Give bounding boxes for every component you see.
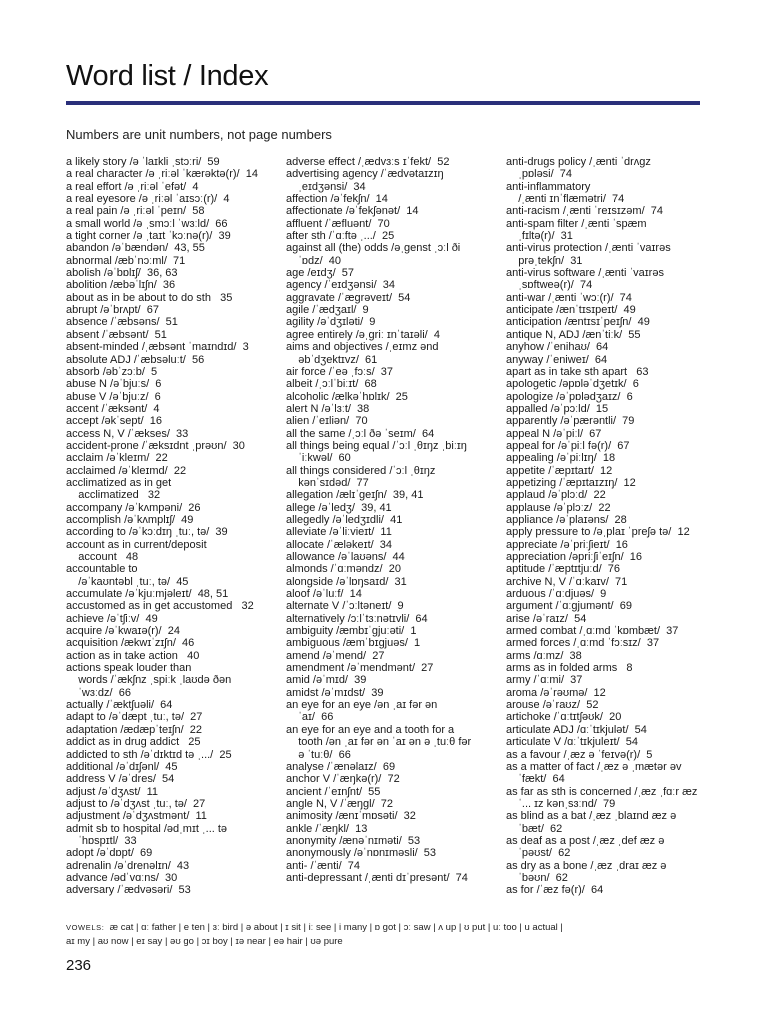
index-entry: apply pressure to /əˌplaɪ ˈpreʃə tə/ 12	[506, 526, 690, 539]
index-entry: adopt /əˈdɒpt/ 69	[66, 847, 153, 860]
index-entry: antique N, ADJ /ænˈtiːk/ 55	[506, 328, 641, 341]
vowel-key-text-1: æ cat | ɑː father | e ten | ɜː bird | ə about | ɪ sit | iː see | i many | ɒ got | ɔː saw | ʌ up | ʊ put | uː too | u actual |	[109, 922, 563, 933]
index-entry: artichoke /ˈɑːtɪtʃəʊk/ 20	[506, 711, 622, 724]
index-entry: apologize /əˈpɒlədʒaɪz/ 6	[506, 390, 633, 403]
vowel-key-line-2	[66, 935, 726, 949]
index-entry: adaptation /ædæpˈteɪʃn/ 22	[66, 723, 203, 736]
index-entry: animosity /ænɪˈmɒsəti/ 32	[286, 810, 416, 823]
index-entry: appetizing /ˈæpɪtaɪzɪŋ/ 12	[506, 476, 636, 489]
index-entry: all things considered /ˈɔːl ˌθɪŋz	[286, 464, 436, 477]
vowel-key-text-2: aɪ my | aʊ now | eɪ say | əʊ go | ɔɪ boy | ɪə near | eə hair | ʊə pure	[66, 936, 343, 947]
index-entry: accomplish /əˈkʌmplɪʃ/ 49	[66, 513, 194, 526]
index-entry: affection /əˈfekʃn/ 14	[286, 193, 388, 206]
index-entry: allege /əˈledʒ/ 39, 41	[286, 501, 392, 514]
index-entry: ˈwɜːdz/ 66	[66, 686, 131, 699]
index-entry: appeal N /əˈpiːl/ 67	[506, 427, 602, 440]
index-entry: abnormal /æbˈnɔːml/ 71	[66, 254, 186, 267]
index-entry: archive N, V /ˈɑːkaɪv/ 71	[506, 575, 628, 588]
index-entry: ˌfɪltə(r)/ 31	[506, 230, 573, 243]
index-entry: access N, V /ˈækses/ 33	[66, 427, 189, 440]
index-entry: anti-drugs policy /ˌænti ˈdrʌgz	[506, 156, 651, 168]
vowel-key-line-1	[66, 921, 726, 935]
index-entry: adrenalin /əˈdrenəlɪn/ 43	[66, 859, 190, 872]
index-entry: ˈaɪ/ 66	[286, 711, 334, 724]
index-entry: articulate ADJ /ɑːˈtɪkjulət/ 54	[506, 723, 647, 736]
index-entry: apart as in take sth apart 63	[506, 365, 649, 378]
index-entry: accept /əkˈsept/ 16	[66, 415, 162, 428]
index-entry: articulate V /ɑːˈtɪkjuleɪt/ 54	[506, 736, 638, 749]
index-entry: adverse effect /ˌædvɜːs ɪˈfekt/ 52	[286, 156, 450, 168]
index-entry: addicted to sth /əˈdɪktɪd tə ˌ.../ 25	[66, 748, 232, 761]
index-entry: apparently /əˈpærəntli/ 79	[506, 415, 635, 428]
index-entry: adversary /ˈædvəsəri/ 53	[66, 884, 191, 897]
index-entry: an eye for an eye /ən ˌaɪ fər ən	[286, 699, 438, 712]
title-rule	[66, 101, 700, 105]
index-entry: armed combat /ˌɑːmd ˈkɒmbæt/ 37	[506, 625, 679, 638]
index-entry: aggravate /ˈægrəveɪt/ 54	[286, 291, 411, 304]
index-entry: absolute ADJ /ˈæbsəluːt/ 56	[66, 353, 205, 366]
index-entry: acclimatized as in get	[66, 476, 172, 489]
index-entry: addict as in drug addict 25	[66, 736, 201, 749]
index-entry: anti-inflammatory	[506, 180, 591, 193]
index-entry: accent /ˈæksənt/ 4	[66, 402, 160, 415]
index-entry: anti-racism /ˌænti ˈreɪsɪzəm/ 74	[506, 205, 663, 218]
index-entry: allowance /əˈlaʊəns/ 44	[286, 551, 405, 563]
index-entry: alternate V /ˈɔːltəneɪt/ 9	[286, 600, 404, 613]
index-entry: anti-depressant /ˌænti dɪˈpresənt/ 74	[286, 871, 468, 884]
index-entry: abuse N /əˈbjuːs/ 6	[66, 378, 162, 391]
index-entry: absorb /əbˈzɔːb/ 5	[66, 365, 158, 378]
index-entry: ˈbæt/ 62	[506, 822, 563, 835]
index-entry: agile /ˈædʒaɪl/ 9	[286, 304, 369, 317]
index-entry: allocate /ˈæləkeɪt/ 34	[286, 538, 393, 551]
index-entry: albeit /ˌɔːlˈbiːɪt/ 68	[286, 378, 377, 391]
vowel-key-label: VOWELS:	[66, 923, 105, 932]
index-entry: a tight corner /ə ˌtaɪt ˈkɔːnə(r)/ 39	[66, 230, 231, 243]
index-entry: prəˌtekʃn/ 31	[506, 254, 583, 267]
index-entry: after sth /ˈɑːftə ˌ.../ 25	[286, 230, 395, 243]
index-entry: tooth /ən ˌaɪ fər ən ˈaɪ ən ə ˌtuːθ fər	[286, 736, 472, 749]
index-entry: appalled /əˈpɔːld/ 15	[506, 402, 609, 415]
index-entry: ˈhɒspɪtl/ 33	[66, 834, 137, 847]
index-entry: alongside /əˈlɒŋsaɪd/ 31	[286, 575, 407, 588]
index-column-3	[506, 156, 706, 897]
index-entry: appeal for /əˈpiːl fə(r)/ 67	[506, 439, 630, 452]
index-entry: anti-virus software /ˌænti ˈvaɪrəs	[506, 267, 664, 280]
index-entry: appetite /ˈæpɪtaɪt/ 12	[506, 464, 613, 477]
index-entry: acquisition /ækwɪˈzɪʃn/ 46	[66, 637, 195, 650]
index-entry: acquire /əˈkwaɪə(r)/ 24	[66, 625, 180, 638]
index-entry: allegedly /əˈledʒɪdli/ 41	[286, 513, 403, 526]
index-entry: aims and objectives /ˌeɪmz ənd	[286, 341, 439, 354]
index-entry: aloof /əˈluːf/ 14	[286, 588, 362, 601]
index-entry: as a favour /ˌæz ə ˈfeɪvə(r)/ 5	[506, 748, 653, 761]
index-entry: acclaim /əˈkleɪm/ 22	[66, 452, 168, 465]
index-entry: argument /ˈɑːgjumənt/ 69	[506, 600, 632, 613]
index-entry: abolition /æbəˈlɪʃn/ 36	[66, 279, 176, 292]
index-entry: ambiguous /æmˈbɪgjuəs/ 1	[286, 637, 421, 650]
index-entry: ˈiːkwəl/ 60	[286, 452, 351, 465]
index-entry: alternatively /ɔːlˈtɜːnətɪvli/ 64	[286, 612, 428, 625]
index-entry: adjust /əˈdʒʌst/ 11	[66, 785, 159, 798]
index-entry: aptitude /ˈæptɪtjuːd/ 76	[506, 563, 620, 576]
index-entry: almonds /ˈɑːməndz/ 20	[286, 563, 401, 576]
index-entry: arms /ɑːmz/ 38	[506, 649, 582, 662]
index-entry: actions speak louder than	[66, 662, 192, 675]
index-entry: allegation /ælɪˈgeɪʃn/ 39, 41	[286, 489, 424, 502]
index-entry: amendment /əˈmendmənt/ 27	[286, 662, 434, 675]
index-entry: ˈpəʊst/ 62	[506, 847, 571, 860]
index-entry: as far as sth is concerned /ˌæz ˌfɑːr æz	[506, 785, 698, 798]
index-entry: actually /ˈæktʃuəli/ 64	[66, 699, 173, 712]
index-entry: account 48	[66, 551, 139, 563]
index-entry: a small world /ə ˌsmɔːl ˈwɜːld/ 66	[66, 217, 228, 230]
index-entry: armed forces /ˌɑːmd ˈfɔːsɪz/ 37	[506, 637, 660, 650]
index-entry: analyse /ˈænəlaɪz/ 69	[286, 760, 396, 773]
index-entry: army /ˈɑːmi/ 37	[506, 674, 583, 687]
index-entry: anti- /ˈænti/ 74	[286, 859, 360, 872]
index-entry: affluent /ˈæfluənt/ 70	[286, 217, 390, 230]
index-entry: appealing /əˈpiːlɪŋ/ 18	[506, 452, 616, 465]
index-entry: words /ˈækʃnz ˌspiːk ˌlaʊdə ðən	[66, 674, 232, 687]
index-entry: as deaf as a post /ˌæz ˌdef æz ə	[506, 834, 665, 847]
vowel-key	[66, 921, 726, 949]
index-column-1	[66, 156, 281, 897]
index-entry: anonymity /ænəˈnɪməti/ 53	[286, 834, 421, 847]
index-entry: anchor V /ˈæŋkə(r)/ 72	[286, 773, 400, 786]
index-entry: a likely story /ə ˈlaɪkli ˌstɔːri/ 59	[66, 156, 220, 168]
index-entry: ˈbəʊn/ 62	[506, 871, 568, 884]
index-entry: accumulate /əˈkjuːmjəleɪt/ 48, 51	[66, 588, 229, 601]
index-entry: accident-prone /ˈæksɪdnt ˌprəʊn/ 30	[66, 439, 245, 452]
index-entry: appreciation /əpriːʃiˈeɪʃn/ 16	[506, 551, 642, 563]
index-entry: about as in be about to do sth 35	[66, 291, 233, 304]
index-entry: kənˈsɪdəd/ 77	[286, 476, 369, 489]
index-entry: air force /ˈeə ˌfɔːs/ 37	[286, 365, 393, 378]
page-number: 236	[66, 957, 92, 974]
index-entry: ˌeɪdʒənsi/ 34	[286, 180, 366, 193]
index-entry: anonymously /əˈnɒnɪməsli/ 53	[286, 847, 437, 860]
index-entry: /əˈkaʊntəbl ˌtuː, tə/ 45	[66, 575, 189, 588]
index-entry: abrupt /əˈbrʌpt/ 67	[66, 304, 159, 317]
index-entry: anti-spam filter /ˌænti ˈspæm	[506, 217, 647, 230]
index-entry: adapt to /əˈdæpt ˌtuː, tə/ 27	[66, 711, 203, 724]
index-entry: ancient /ˈeɪnʃnt/ 55	[286, 785, 381, 798]
index-entry: anti-war /ˌænti ˈwɔː(r)/ 74	[506, 291, 632, 304]
index-entry: affectionate /əˈfekʃənət/ 14	[286, 205, 419, 218]
index-entry: arduous /ˈɑːdjuəs/ 9	[506, 588, 607, 601]
index-entry: ˈɒdz/ 40	[286, 254, 342, 267]
index-entry: against all (the) odds /əˌgenst ˌɔːl ði	[286, 242, 461, 255]
index-entry: advance /ədˈvɑːns/ 30	[66, 871, 178, 884]
index-entry: acclaimed /əˈkleɪmd/ 22	[66, 464, 187, 477]
index-entry: anticipate /ænˈtɪsɪpeɪt/ 49	[506, 304, 636, 317]
index-entry: address V /əˈdres/ 54	[66, 773, 175, 786]
index-entry: accompany /əˈkʌmpəni/ 26	[66, 501, 201, 514]
index-entry: absence /ˈæbsəns/ 51	[66, 316, 178, 329]
index-entry: ambiguity /æmbɪˈgjuːəti/ 1	[286, 625, 417, 638]
index-entry: amend /əˈmend/ 27	[286, 649, 385, 662]
index-entry: əbˈdʒektɪvz/ 61	[286, 353, 378, 366]
index-entry: anyhow /ˈenihaʊ/ 64	[506, 341, 609, 354]
index-entry: alleviate /əˈliːvieɪt/ 11	[286, 526, 392, 539]
index-entry: accustomed as in get accustomed 32	[66, 600, 254, 613]
index-entry: adjust to /əˈdʒʌst ˌtuː, tə/ 27	[66, 797, 206, 810]
index-entry: as dry as a bone /ˌæz ˌdraɪ æz ə	[506, 859, 667, 872]
index-entry: admit sb to hospital /ədˌmɪt ˌ... tə	[66, 822, 228, 835]
index-entry: ˈ... ɪz kənˌsɜːnd/ 79	[506, 797, 616, 810]
index-entry: angle N, V /ˈæŋgl/ 72	[286, 797, 394, 810]
index-entry: advertising agency /ˈædvətaɪzɪŋ	[286, 168, 444, 181]
index-entry: a real eyesore /ə ˌriːəl ˈaɪsɔː(r)/ 4	[66, 193, 230, 206]
index-entry: arouse /əˈraʊz/ 52	[506, 699, 599, 712]
index-entry: ankle /ˈæŋkl/ 13	[286, 822, 368, 835]
index-entry: appreciate /əˈpriːʃieɪt/ 16	[506, 538, 628, 551]
index-entry: adjustment /əˈdʒʌstmənt/ 11	[66, 810, 207, 823]
index-entry: anti-virus protection /ˌænti ˈvaɪrəs	[506, 242, 671, 255]
index-entry: ə ˈtuːθ/ 66	[286, 748, 351, 761]
index-entry: as for /ˈæz fə(r)/ 64	[506, 884, 604, 897]
index-entry: a real character /ə ˌriːəl ˈkærəktə(r)/ 14	[66, 168, 258, 181]
index-entry: appliance /əˈplaɪəns/ 28	[506, 513, 627, 526]
index-entry: abuse V /əˈbjuːz/ 6	[66, 390, 161, 403]
index-entry: alcoholic /ælkəˈhɒlɪk/ 25	[286, 390, 408, 403]
index-entry: as a matter of fact /ˌæz ə ˌmætər əv	[506, 760, 682, 773]
index-entry: according to /əˈkɔːdɪŋ ˌtuː, tə/ 39	[66, 526, 228, 539]
index-entry: abandon /əˈbændən/ 43, 55	[66, 242, 205, 255]
index-entry: apologetic /əpɒləˈdʒetɪk/ 6	[506, 378, 639, 391]
index-entry: applaud /əˈplɔːd/ 22	[506, 489, 606, 502]
index-entry: account as in current/deposit	[66, 538, 207, 551]
index-entry: amid /əˈmɪd/ 39	[286, 674, 367, 687]
index-entry: alien /ˈeɪliən/ 70	[286, 415, 368, 428]
index-entry: ˌpɒləsi/ 74	[506, 168, 573, 181]
index-entry: accountable to	[66, 563, 138, 576]
index-entry: acclimatized 32	[66, 489, 161, 502]
index-entry: additional /əˈdɪʃənl/ 45	[66, 760, 178, 773]
index-entry: alert N /əˈlɜːt/ 38	[286, 402, 370, 415]
index-entry: all things being equal /ˈɔːl ˌθɪŋz ˌbiːɪŋ	[286, 439, 467, 452]
index-entry: arms as in folded arms 8	[506, 662, 633, 675]
index-entry: aroma /əˈrəʊmə/ 12	[506, 686, 606, 699]
index-entry: absent /ˈæbsənt/ 51	[66, 328, 167, 341]
index-entry: anticipation /æntɪsɪˈpeɪʃn/ 49	[506, 316, 650, 329]
index-entry: ˈfækt/ 64	[506, 773, 565, 786]
index-entry: age /eɪdʒ/ 57	[286, 267, 355, 280]
index-entry: anyway /ˈeniweɪ/ 64	[506, 353, 608, 366]
index-entry: amidst /əˈmɪdst/ 39	[286, 686, 384, 699]
index-entry: all the same /ˌɔːl ðə ˈseɪm/ 64	[286, 427, 435, 440]
index-entry: absent-minded /ˌæbsənt ˈmaɪndɪd/ 3	[66, 341, 249, 354]
page-title: Word list / Index	[66, 60, 269, 92]
index-entry: applause /əˈplɔːz/ 22	[506, 501, 611, 514]
index-entry: a real pain /ə ˌriːəl ˈpeɪn/ 58	[66, 205, 205, 218]
index-entry: achieve /əˈtʃiːv/ 49	[66, 612, 158, 625]
index-entry: a real effort /ə ˌriːəl ˈefət/ 4	[66, 180, 199, 193]
index-entry: as blind as a bat /ˌæz ˌblaɪnd æz ə	[506, 810, 677, 823]
index-entry: agree entirely /əˌgriː ɪnˈtaɪəli/ 4	[286, 328, 440, 341]
index-entry: ˌsɒftweə(r)/ 74	[506, 279, 593, 292]
index-entry: agency /ˈeɪdʒənsi/ 34	[286, 279, 395, 292]
index-entry: arise /əˈraɪz/ 54	[506, 612, 587, 625]
index-column-2	[286, 156, 501, 884]
index-entry: an eye for an eye and a tooth for a	[286, 723, 455, 736]
index-entry: abolish /əˈbɒlɪʃ/ 36, 63	[66, 267, 178, 280]
index-entry: action as in take action 40	[66, 649, 200, 662]
index-note: Numbers are unit numbers, not page numbers	[66, 127, 332, 142]
index-entry: /ˌænti ɪnˈflæmətri/ 74	[506, 193, 625, 206]
index-entry: agility /əˈdʒɪləti/ 9	[286, 316, 376, 329]
